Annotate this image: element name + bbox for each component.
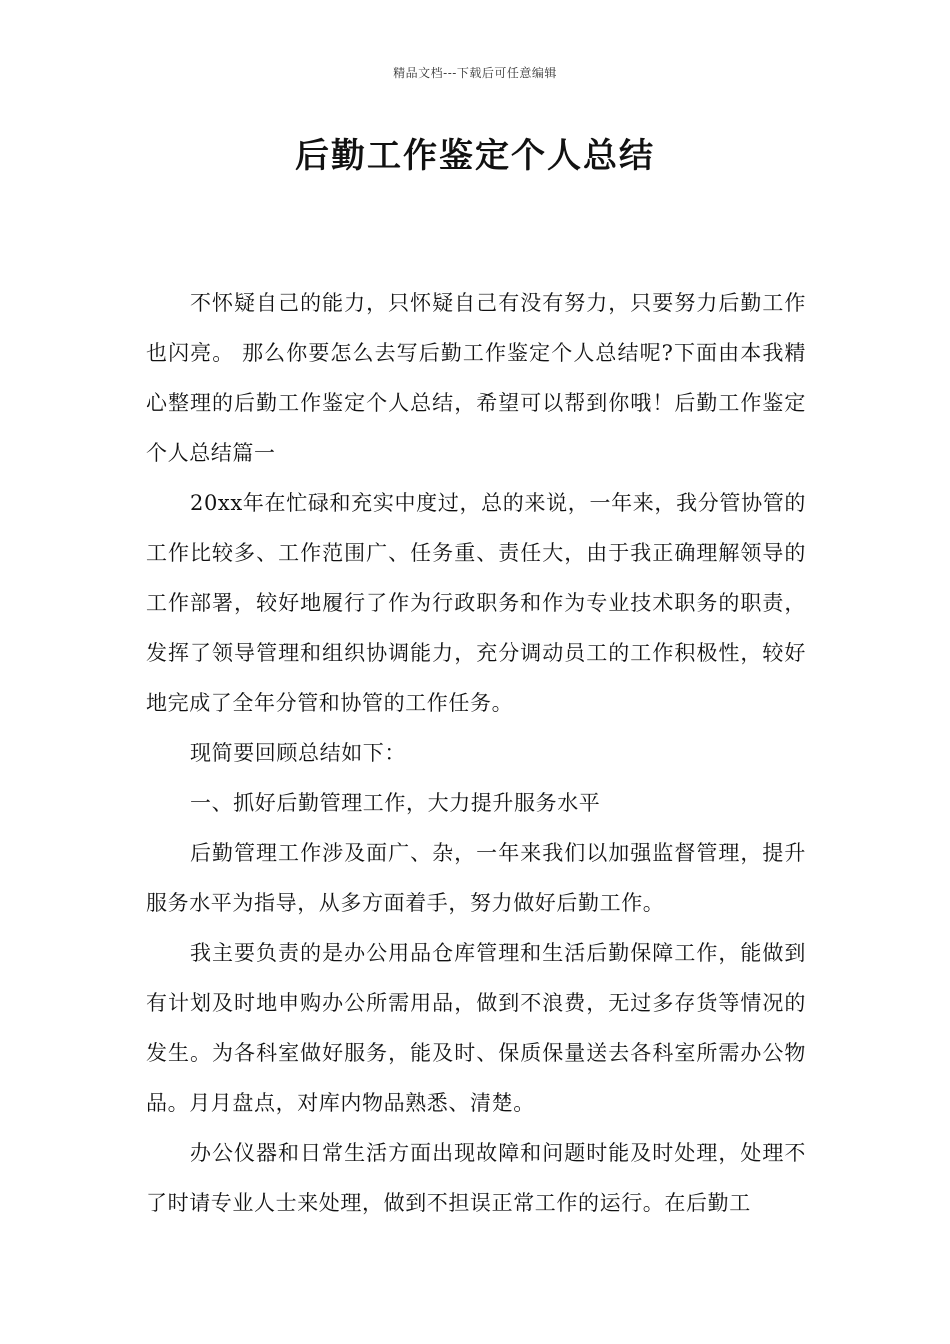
paragraph-overview: 20xx年在忙碌和充实中度过，总的来说，一年来，我分管协管的工作比较多、工作范围广、任务重、责任大，由于我正确理解领导的工作部署，较好地履行了作为行政职务和作为专业技术职务的职责，发挥了领导管理和组织协调能力，充分调动员工的工作积极性，较好地完成了全年分管和协管的工作任务。 (146, 491, 806, 715)
paragraph-equipment: 办公仪器和日常生活方面出现故障和问题时能及时处理，处理不了时请专业人士来处理，做到不担误正常工作的运行。在后勤工 (146, 1141, 806, 1215)
paragraph-office-supplies: 我主要负责的是办公用品仓库管理和生活后勤保障工作，能做到有计划及时地申购办公所需用品，做到不浪费，无过多存货等情况的发生。为各科室做好服务，能及时、保质保量送去各科室所需办公物品。月月盘点，对库内物品熟悉、清楚。 (146, 941, 806, 1115)
section-heading-1: 一、抓好后勤管理工作，大力提升服务水平 (190, 791, 601, 815)
document-title: 后勤工作鉴定个人总结 (295, 136, 655, 176)
document-body (146, 278, 806, 1228)
paragraph-summary-lead: 现简要回顾总结如下： (190, 741, 406, 765)
header-note: 精品文档---下载后可任意编辑 (393, 66, 557, 80)
paragraph-logistics: 后勤管理工作涉及面广、杂，一年来我们以加强监督管理，提升服务水平为指导，从多方面着手，努力做好后勤工作。 (146, 841, 806, 915)
paragraph-intro: 不怀疑自己的能力，只怀疑自己有没有努力，只要努力后勤工作也闪亮。 那么你要怎么去写后勤工作鉴定个人总结呢?下面由本我精心整理的后勤工作鉴定个人总结，希望可以帮到你哦！后勤工作鉴定个人总结篇一 (146, 291, 806, 465)
